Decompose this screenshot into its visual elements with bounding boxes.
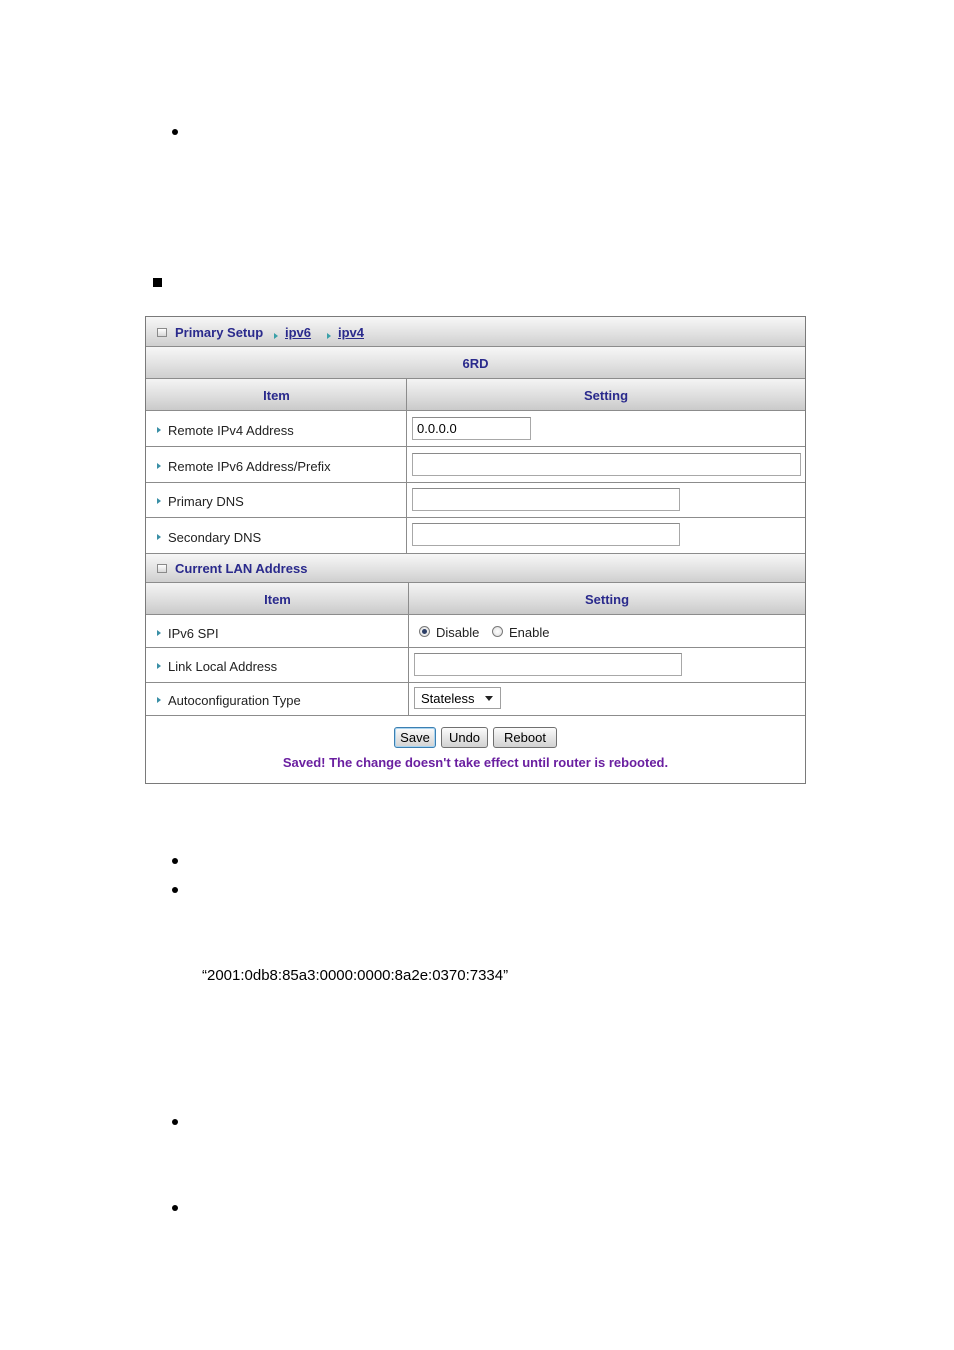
- column-header-item: [146, 379, 407, 411]
- row-divider: [146, 647, 805, 648]
- column-header-setting-text: Setting: [583, 388, 629, 403]
- remote-ipv4-input[interactable]: [412, 417, 531, 440]
- row-arrow-icon: [157, 498, 161, 504]
- row-divider: [146, 517, 805, 518]
- row-arrow-icon: [157, 630, 161, 636]
- autoconfig-type-select[interactable]: [414, 687, 501, 709]
- ipv6-example-text: “2001:0db8:85a3:0000:0000:8a2e:0370:7334”: [202, 967, 509, 984]
- ipv6-spi-disable-radio[interactable]: [419, 626, 430, 637]
- breadcrumb-arrow-icon: [327, 333, 331, 339]
- undo-button[interactable]: Undo: [441, 727, 488, 748]
- row-label-remote-ipv6-prefix: Remote IPv6 Address/Prefix: [168, 459, 331, 474]
- column-header-item-text: Item: [263, 388, 290, 403]
- row-arrow-icon: [157, 534, 161, 540]
- row-arrow-icon: [157, 697, 161, 703]
- row-arrow-icon: [157, 463, 161, 469]
- bullet-point: [172, 858, 178, 864]
- row-divider: [146, 446, 805, 447]
- column-header-setting: [407, 379, 805, 411]
- breadcrumb-arrow-icon: [274, 333, 278, 339]
- row-label-primary-dns: Primary DNS: [168, 494, 244, 509]
- status-message: Saved! The change doesn't take effect until router is rebooted.: [282, 755, 669, 770]
- row-label-autoconfig-type: Autoconfiguration Type: [168, 693, 301, 708]
- bullet-point: [172, 1205, 178, 1211]
- row-divider: [146, 482, 805, 483]
- section-lan-title: Current LAN Address: [175, 561, 308, 576]
- ipv6-spi-enable-radio[interactable]: [492, 626, 503, 637]
- router-settings-panel: [145, 316, 806, 784]
- breadcrumb-primary-setup[interactable]: Primary Setup: [175, 325, 264, 340]
- column-divider: [406, 379, 407, 553]
- column-header-setting-text: Setting: [584, 592, 630, 607]
- bullet-point: [172, 1119, 178, 1125]
- square-bullet: [153, 278, 162, 287]
- bullet-point: [172, 129, 178, 135]
- section-lan-title-bar: [146, 553, 805, 583]
- row-divider: [146, 682, 805, 683]
- reboot-button[interactable]: Reboot: [493, 727, 557, 748]
- save-button[interactable]: Save: [394, 727, 436, 748]
- secondary-dns-input[interactable]: [412, 523, 680, 546]
- section-box-icon: [157, 564, 167, 573]
- breadcrumb-link-ipv6[interactable]: ipv6: [285, 325, 312, 340]
- breadcrumb: [146, 317, 805, 347]
- bullet-point: [172, 887, 178, 893]
- column-header-setting: [409, 583, 805, 615]
- column-divider: [408, 583, 409, 715]
- primary-dns-input[interactable]: [412, 488, 680, 511]
- link-local-address-input[interactable]: [414, 653, 682, 676]
- row-divider: [146, 715, 805, 716]
- section-6rd-title: 6RD: [462, 356, 489, 371]
- ipv6-spi-enable-label[interactable]: Enable: [509, 625, 550, 640]
- row-arrow-icon: [157, 663, 161, 669]
- ipv6-spi-disable-label[interactable]: Disable: [436, 625, 480, 640]
- chevron-down-icon: [485, 696, 493, 701]
- remote-ipv6-prefix-input[interactable]: [412, 453, 801, 476]
- row-label-secondary-dns: Secondary DNS: [168, 530, 262, 545]
- row-label-remote-ipv4: Remote IPv4 Address: [168, 423, 294, 438]
- row-arrow-icon: [157, 427, 161, 433]
- autoconfig-type-value: Stateless: [421, 691, 475, 706]
- row-label-ipv6-spi: IPv6 SPI: [168, 626, 219, 641]
- section-6rd-title-bar: [146, 347, 805, 379]
- column-header-item: [146, 583, 409, 615]
- row-label-link-local: Link Local Address: [168, 659, 278, 674]
- breadcrumb-link-ipv4[interactable]: ipv4: [338, 325, 365, 340]
- section-box-icon: [157, 328, 167, 337]
- column-header-item-text: Item: [264, 592, 291, 607]
